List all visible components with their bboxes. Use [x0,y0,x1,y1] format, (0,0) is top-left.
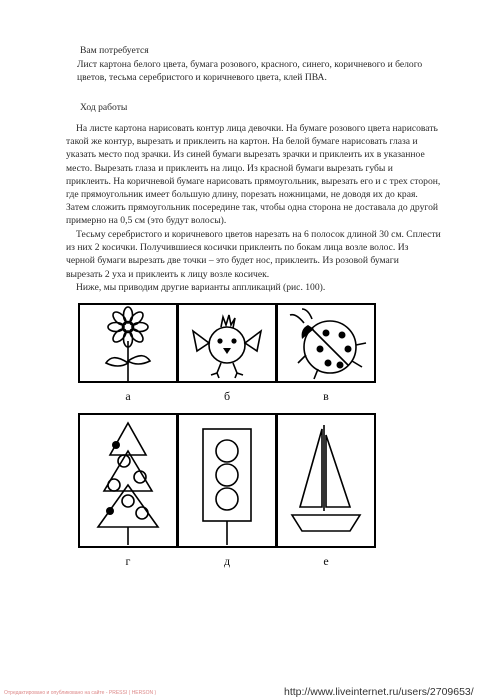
sunflower-icon [80,305,176,381]
sailboat-icon [278,415,374,546]
paragraph-line: На листе картона нарисовать контур лица девочки. На бумаге розового цвета нарисовать [76,123,438,134]
figure-christmas-tree [78,413,178,548]
figure-sunflower [78,303,178,383]
chick-icon [179,305,275,381]
work-paragraph-2 [66,228,441,281]
figure-caption: б [223,389,231,403]
paragraph-line: из них 2 косички. Получившиеся косички приклеить по бокам лица возле волос. Из [66,242,409,254]
paragraph-line: черной бумаги вырезать две точки – это будет нос, приклеить. Из розовой бумаги [66,255,399,267]
paragraph-line: Затем сложить прямоугольник посередине так, чтобы одна сторона не доставала до другой [66,202,439,214]
figure-caption: в [323,389,329,403]
figure-caption: а [125,389,131,403]
paragraph-line: такой же контур, вырезать и приклеить на картон. На белой бумаге нарисовать глаза и [66,136,418,148]
paragraph-line: Тесьму серебристого и коричневого цветов нарезать на 6 полосок длиной 30 см. Сплести [76,229,441,240]
figure-traffic-light [177,413,277,548]
paragraph-line: приклеить. На коричневой бумаге нарисовать прямоугольник, вырезать его и с трех сторон, [66,175,441,187]
figure-chick [177,303,277,383]
paragraph-line: где прямоугольник имеет большую длину, порезать ножницами, не доводя их до края. [66,189,418,201]
figure-caption: е [323,554,329,568]
work-paragraph-3: Ниже, мы приводим другие варианты аппликаций (рис. 100). [76,282,326,293]
materials-line: Лист картона белого цвета, бумага розового, красного, синего, коричневого и белого [77,59,423,70]
materials-line: цветов, тесьма серебристого и коричневого цвета, клей ПВА. [77,72,327,84]
paragraph-line: место. Вырезать глаза и приклеить на лицо. Из красной бумаги вырезать губы и [66,162,393,174]
footer-url[interactable]: http://www.liveinternet.ru/users/2709653/ [284,686,474,698]
traffic-light-icon [179,415,275,546]
paragraph-line: вырезать 2 уха и приклеить к лицу возле косичек. [66,268,270,280]
work-paragraph-1 [66,122,440,228]
figure-caption: д [223,554,231,568]
materials-heading: Вам потребуется [80,45,149,56]
ladybug-icon [278,305,374,381]
figure-sailboat [276,413,376,548]
figure-ladybug [276,303,376,383]
work-heading: Ход работы [80,102,128,113]
paragraph-line: указать место под зрачки. Из синей бумаги вырезать зрачки и приклеить их в указанное [66,149,425,161]
materials-text [77,58,422,84]
footer-publisher-note: Отредактировано и опубликовано на сайте - PRESSI ( HERSON ) [4,690,157,696]
figure-caption: г [125,554,131,568]
christmas-tree-icon [80,415,176,546]
paragraph-line: примерно на 0,5 см (это будут волосы). [66,215,227,227]
